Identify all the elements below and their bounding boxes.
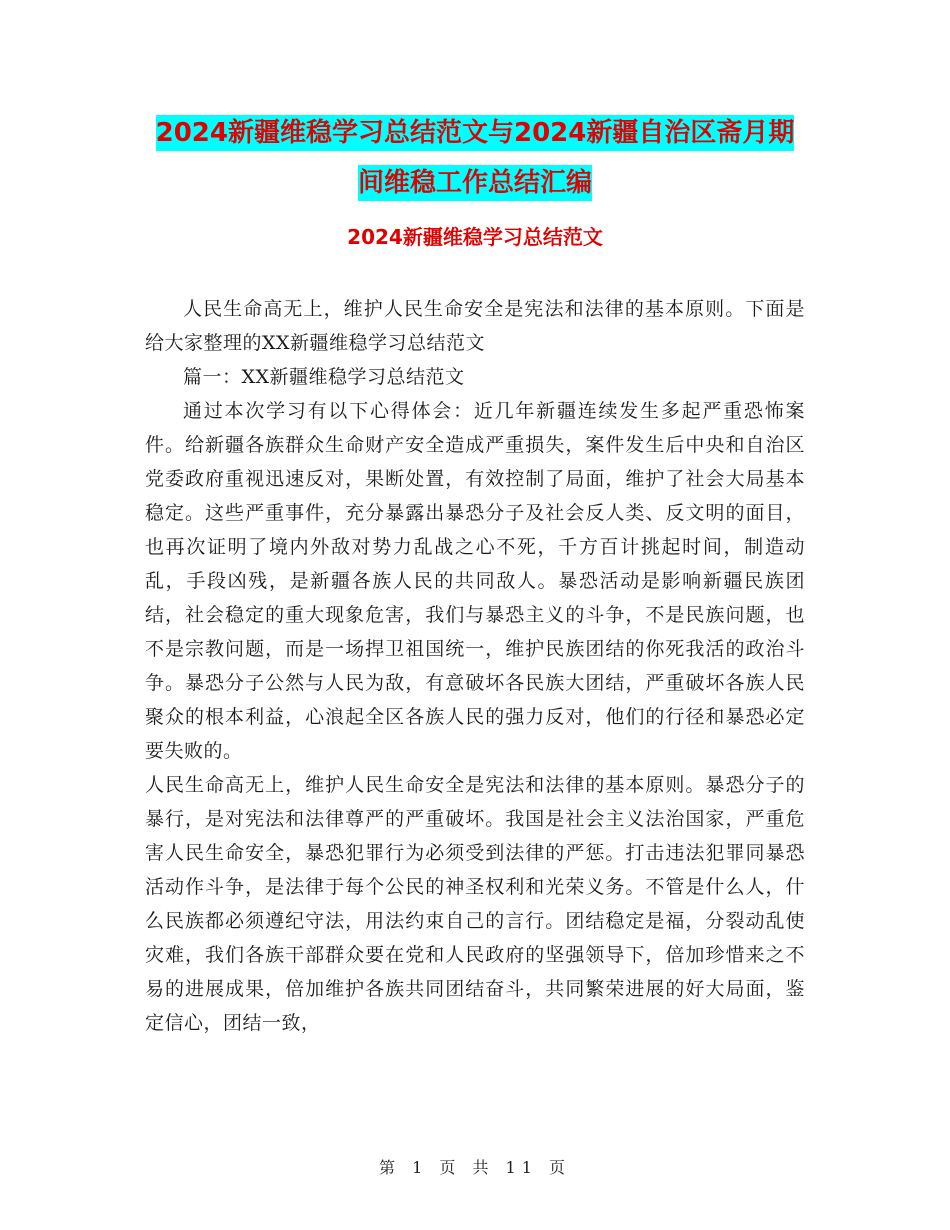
- paragraph-intro: 人民生命高无上，维护人民生命安全是宪法和法律的基本原则。下面是给大家整理的XX新疆维稳学习总结范文: [145, 298, 805, 354]
- document-title-line-1: 2024新疆维稳学习总结范文与2024新疆自治区斋月期: [156, 115, 795, 151]
- document-title: [140, 108, 810, 208]
- document-title-line-2: 间维稳工作总结汇编: [358, 165, 592, 201]
- paragraph-chapter-heading: 篇一：XX新疆维稳学习总结范文: [183, 366, 465, 388]
- page-footer: 第 1 页 共 11 页: [379, 1158, 571, 1177]
- paragraph-body-2: 人民生命高无上，维护人民生命安全是宪法和法律的基本原则。暴恐分子的暴行，是对宪法和法律尊严的严重破坏。我国是社会主义法治国家，严重危害人民生命安全，暴恐犯罪行为必须受到法律的严惩。打击违法犯罪同暴恐活动作斗争，是法律于每个公民的神圣权利和光荣义务。不管是什么人，什么民族都必须遵纪守法，用法约束自己的言行。团结稳定是福，分裂动乱使灾难，我们各族干部群众要在党和人民政府的坚强领导下，倍加珍惜来之不易的进展成果，倍加维护各族共同团结奋斗，共同繁荣进展的好大局面，鉴定信心，团结一致，: [145, 774, 805, 1034]
- paragraph-body-1: 通过本次学习有以下心得体会：近几年新疆连续发生多起严重恐怖案件。给新疆各族群众生命财产安全造成严重损失，案件发生后中央和自治区党委政府重视迅速反对，果断处置，有效控制了局面，维护了社会大局基本稳定。这些严重事件，充分暴露出暴恐分子及社会反人类、反文明的面目，也再次证明了境内外敌对势力乱战之心不死，千方百计挑起时间，制造动乱，手段凶残，是新疆各族人民的共同敌人。暴恐活动是影响新疆民族团结，社会稳定的重大现象危害，我们与暴恐主义的斗争，不是民族问题，也不是宗教问题，而是一场捍卫祖国统一，维护民族团结的你死我活的政治斗争。暴恐分子公然与人民为敌，有意破坏各民族大团结，严重破坏各族人民聚众的根本利益，心浪起全区各族人民的强力反对，他们的行径和暴恐必定要失败的。: [145, 400, 805, 762]
- document-body: [145, 292, 805, 1040]
- section-title: 2024新疆维稳学习总结范文: [347, 225, 603, 249]
